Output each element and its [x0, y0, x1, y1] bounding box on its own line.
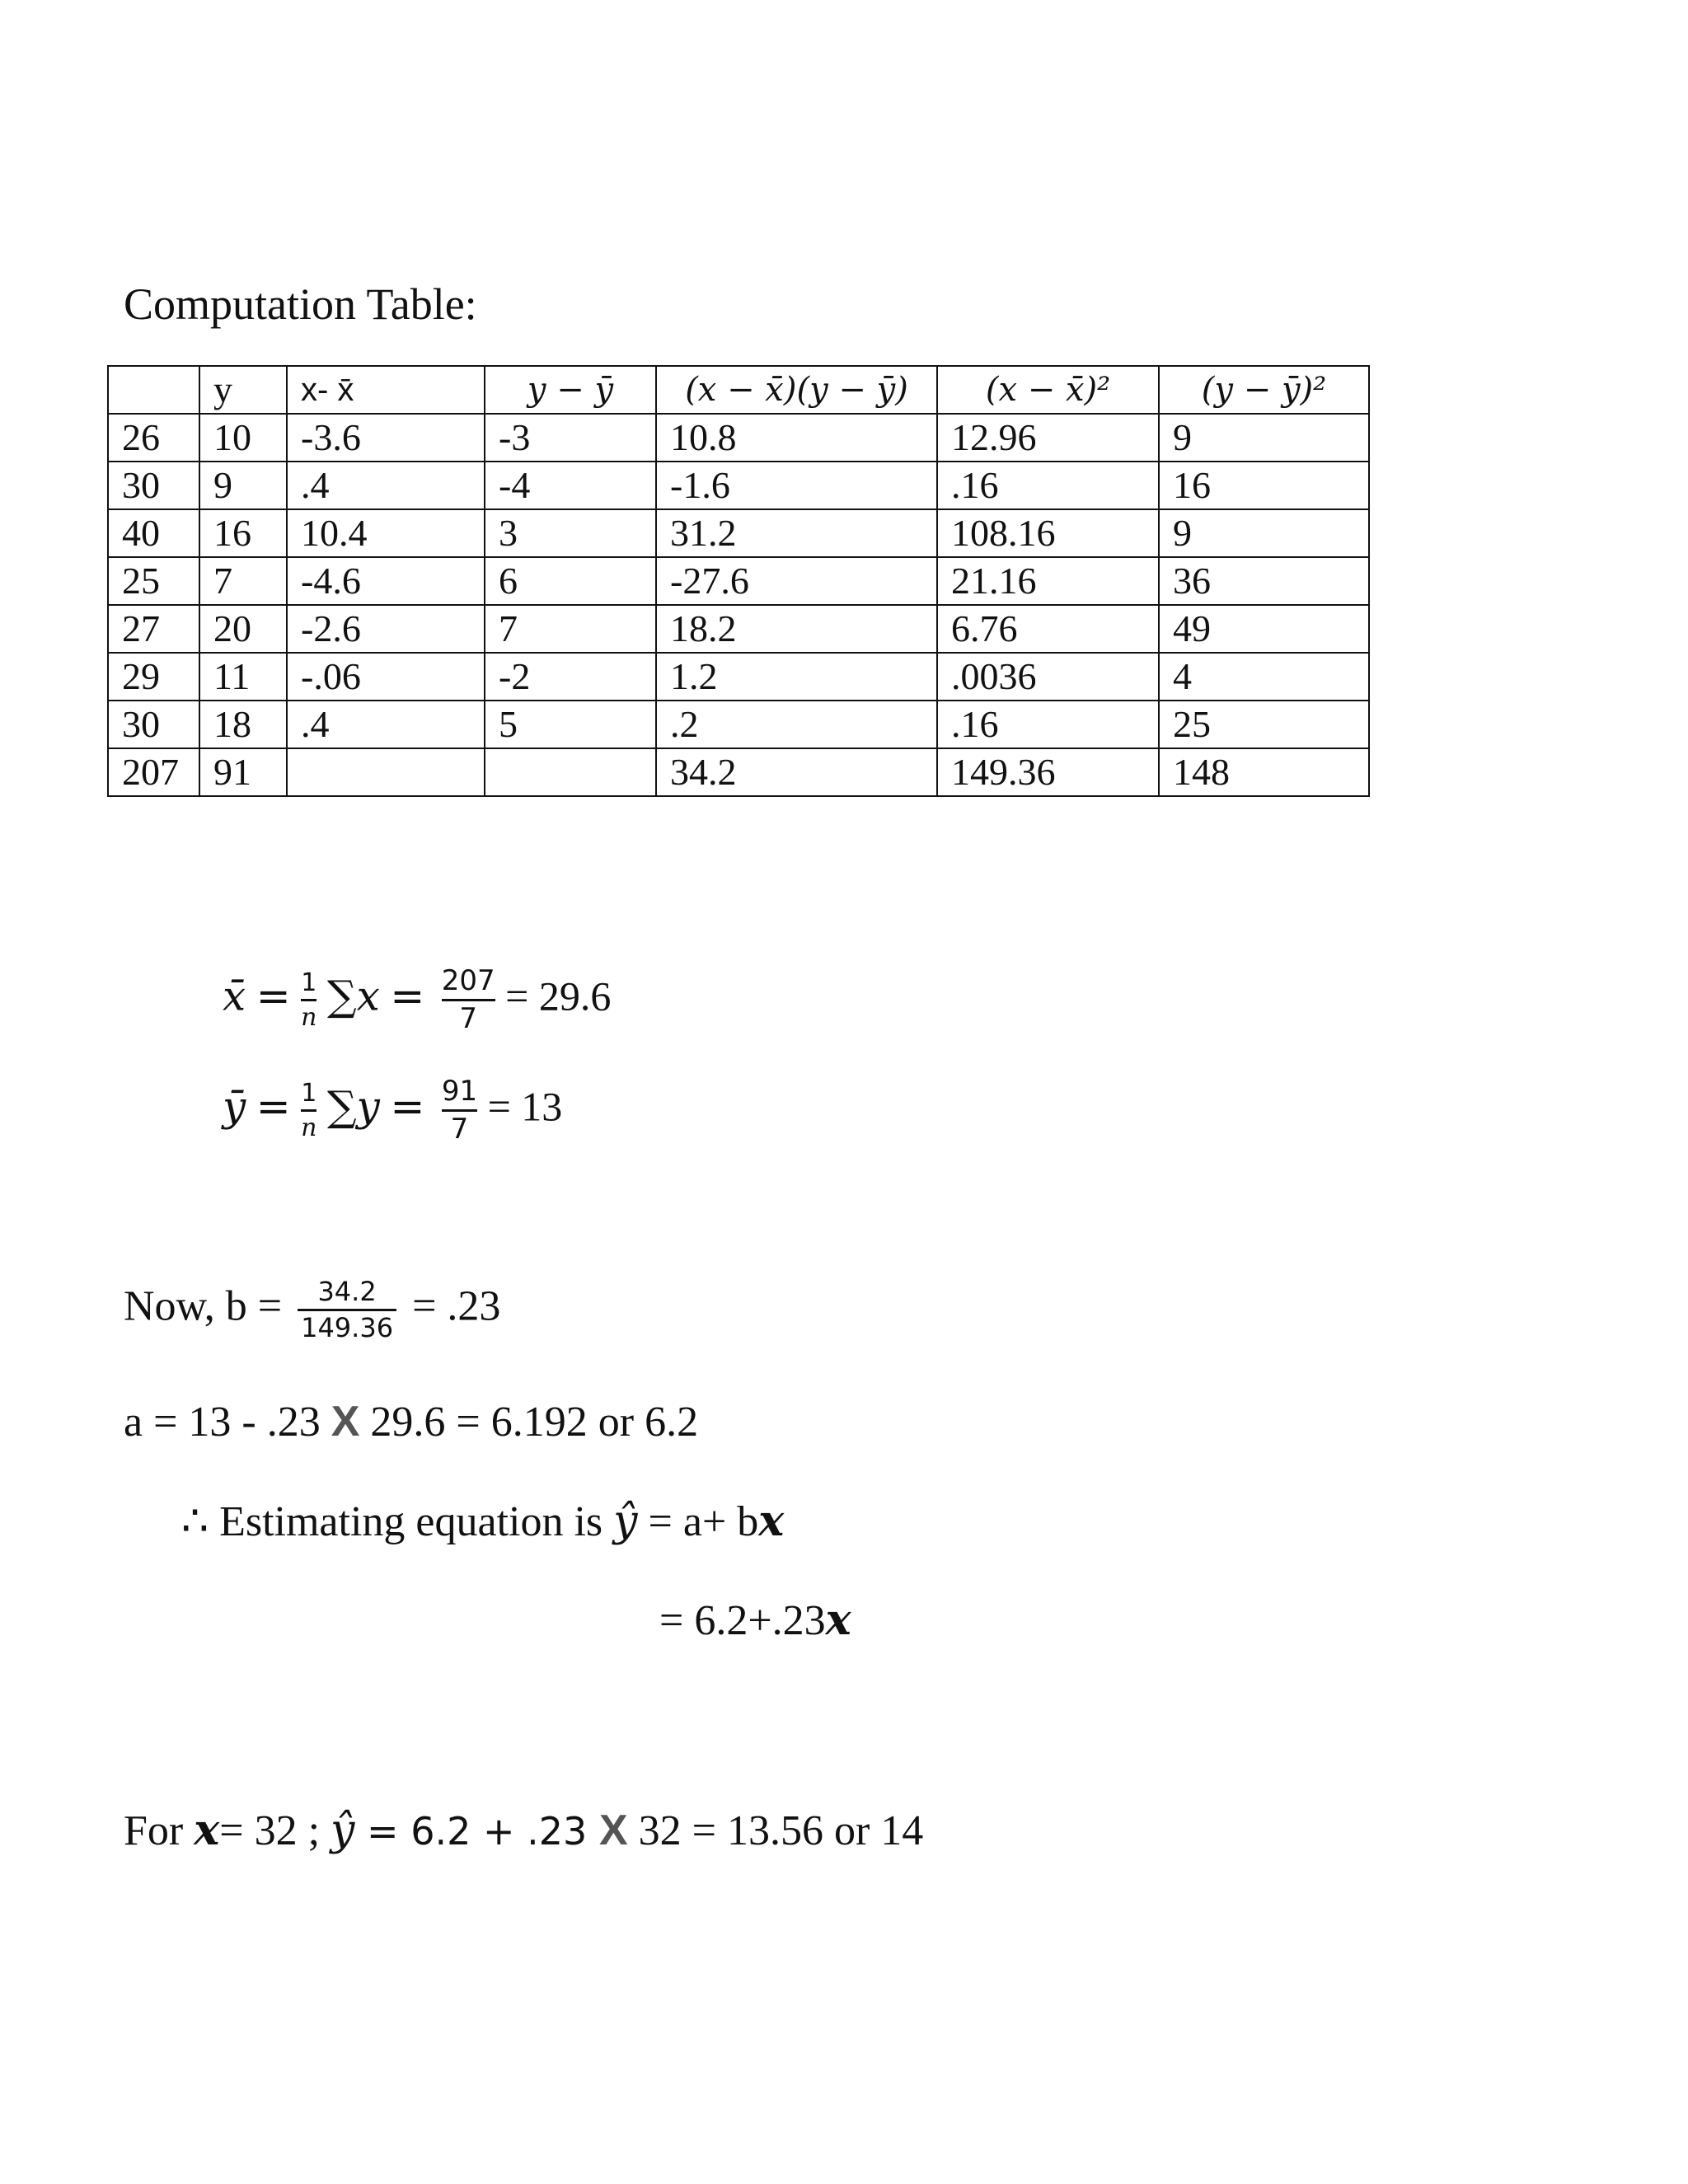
table-cell: -.06 [287, 653, 485, 701]
x-symbol: x [825, 1595, 851, 1645]
computation-table [107, 365, 1370, 797]
table-cell: 25 [108, 557, 199, 605]
table-cell: .2 [656, 701, 937, 748]
multiply-sign: X [598, 1807, 628, 1854]
mean-x-result: = 29.6 [505, 972, 612, 1019]
fraction-numerator: 1 [301, 968, 317, 998]
intercept-formula [124, 1397, 698, 1446]
table-cell: 30 [108, 462, 199, 509]
table-cell: 36 [1159, 557, 1369, 605]
table-cell: 30 [108, 701, 199, 748]
table-cell: 207 [108, 748, 199, 796]
table-row [108, 462, 1369, 509]
table-cell: .0036 [937, 653, 1159, 701]
table-cell: -1.6 [656, 462, 937, 509]
x-bar-symbol: x̄ [223, 972, 246, 1020]
table-row [108, 701, 1369, 748]
slope-result: = .23 [412, 1282, 501, 1330]
one-over-n-fraction [301, 969, 316, 1031]
table-cell: 40 [108, 509, 199, 557]
table-cell: 7 [199, 557, 287, 605]
table-header-row [108, 366, 1369, 414]
mean-y-result: = 13 [487, 1083, 563, 1130]
estimating-equation-values [659, 1595, 851, 1645]
sum-over-n-fraction [442, 1076, 477, 1146]
table-cell: -3 [485, 414, 656, 462]
table-header-x [108, 366, 199, 414]
equals-sign: = [390, 972, 425, 1020]
table-cell: 29 [108, 653, 199, 701]
table-cell: 27 [108, 605, 199, 653]
table-cell: 31.2 [656, 509, 937, 557]
fraction-denominator: 7 [450, 1113, 469, 1146]
sum-over-n-fraction [442, 966, 495, 1035]
x-symbol: x [758, 1496, 785, 1546]
table-cell: 18 [199, 701, 287, 748]
table-header-y-dev: y − ȳ [485, 366, 656, 414]
table-cell: 10.4 [287, 509, 485, 557]
sum-x: ∑x [326, 972, 380, 1020]
estimating-text: Estimating equation is [209, 1498, 614, 1545]
table-cell [485, 748, 656, 796]
table-cell: 26 [108, 414, 199, 462]
slope-fraction [298, 1277, 396, 1343]
y-hat-symbol: ŷ [613, 1497, 638, 1546]
fraction-denominator: 149.36 [301, 1312, 394, 1344]
table-row [108, 653, 1369, 701]
therefore-symbol: ∴ [181, 1498, 209, 1545]
prediction-result: 32 = 13.56 or 14 [627, 1807, 924, 1854]
intercept-text: a = 13 - .23 [124, 1399, 331, 1446]
fraction-numerator: 1 [301, 1079, 317, 1108]
table-cell: 91 [199, 748, 287, 796]
table-row [108, 414, 1369, 462]
table-cell: 10.8 [656, 414, 937, 462]
fraction-numerator: 91 [441, 1075, 478, 1108]
table-cell: 9 [1159, 509, 1369, 557]
table-row [108, 557, 1369, 605]
table-row [108, 605, 1369, 653]
table-header-x-dev: x- x̄ [287, 366, 485, 414]
table-cell: 149.36 [937, 748, 1159, 796]
table-cell: .16 [937, 701, 1159, 748]
table-cell: 1.2 [656, 653, 937, 701]
y-bar-symbol: ȳ [223, 1082, 246, 1131]
estimating-equation [181, 1496, 784, 1546]
table-cell: 3 [485, 509, 656, 557]
multiply-sign: X [331, 1398, 360, 1446]
table-cell: 4 [1159, 653, 1369, 701]
prediction-text: For [124, 1807, 195, 1854]
table-header-product: (x − x̄)(y − ȳ) [656, 366, 937, 414]
table-cell: 7 [485, 605, 656, 653]
equals-sign: = [256, 972, 291, 1020]
table-row [108, 509, 1369, 557]
table-cell: 25 [1159, 701, 1369, 748]
y-hat-symbol: ŷ [331, 1806, 355, 1855]
fraction-denominator: 7 [459, 1002, 478, 1036]
fraction-denominator: n [301, 1113, 317, 1143]
table-cell: 6 [485, 557, 656, 605]
page-title: Computation Table: [124, 279, 477, 329]
prediction-line [124, 1805, 923, 1855]
table-cell: 34.2 [656, 748, 937, 796]
equals-sign: = [256, 1082, 291, 1131]
fraction-denominator: n [301, 1003, 317, 1033]
table-cell: -2 [485, 653, 656, 701]
table-header-y: y [199, 366, 287, 414]
table-cell: 9 [199, 462, 287, 509]
prediction-text: = 32 ; [219, 1807, 331, 1854]
table-header-x-dev-squared: (x − x̄)² [937, 366, 1159, 414]
table-cell: 9 [1159, 414, 1369, 462]
mean-x-formula [223, 966, 611, 1035]
prediction-text: = 6.2 + .23 [354, 1809, 599, 1854]
table-cell: 10 [199, 414, 287, 462]
table-cell: 16 [1159, 462, 1369, 509]
table-cell: 12.96 [937, 414, 1159, 462]
table-cell: 148 [1159, 748, 1369, 796]
table-totals-row [108, 748, 1369, 796]
intercept-text: 29.6 = 6.192 or 6.2 [359, 1399, 699, 1446]
table-cell: .16 [937, 462, 1159, 509]
estimating-text: = a+ b [637, 1498, 759, 1545]
table-cell: 16 [199, 509, 287, 557]
slope-formula [124, 1277, 500, 1343]
table-cell: 5 [485, 701, 656, 748]
x-symbol: x [194, 1805, 220, 1855]
table-cell: 18.2 [656, 605, 937, 653]
table-cell: 49 [1159, 605, 1369, 653]
table-cell: 108.16 [937, 509, 1159, 557]
table-cell: 11 [199, 653, 287, 701]
sum-y: ∑y [326, 1082, 380, 1131]
table-cell: -27.6 [656, 557, 937, 605]
table-header-y-dev-squared: (y − ȳ)² [1159, 366, 1369, 414]
table-cell: 21.16 [937, 557, 1159, 605]
fraction-numerator: 207 [441, 964, 495, 997]
equation-text: = 6.2+.23 [659, 1597, 826, 1644]
table-cell: .4 [287, 701, 485, 748]
mean-y-formula [223, 1076, 562, 1146]
table-cell: -2.6 [287, 605, 485, 653]
table-cell: 6.76 [937, 605, 1159, 653]
one-over-n-fraction [301, 1080, 316, 1141]
table-cell: 20 [199, 605, 287, 653]
equals-sign: = [390, 1082, 425, 1131]
slope-label: Now, b = [124, 1282, 283, 1330]
table-cell: -4.6 [287, 557, 485, 605]
table-cell [287, 748, 485, 796]
table-cell: .4 [287, 462, 485, 509]
table-cell: -4 [485, 462, 656, 509]
table-cell: -3.6 [287, 414, 485, 462]
fraction-numerator: 34.2 [317, 1276, 377, 1307]
